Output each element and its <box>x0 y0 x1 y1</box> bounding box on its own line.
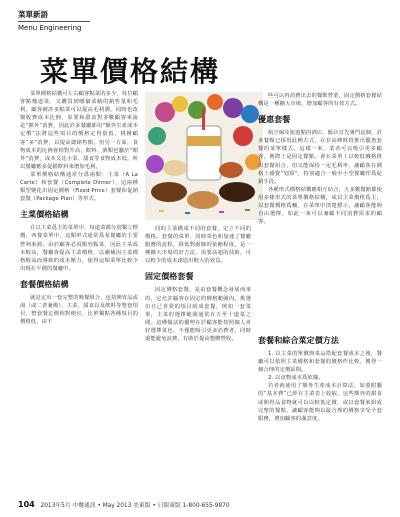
page-number: 104 <box>18 500 35 509</box>
body-paragraph: 同的主菜構成不同的套餐，定立不同的價格。套餐的菜單，同時菜色和加速了餐廳服務的流程，降低對廚師的依賴程度，是一種擴大市場的好方法，需要高超的技術，可以較少的成本創造出較大的效益。 <box>145 226 251 265</box>
body-paragraph: 航空線及旅遊點的酒店、飯店首先專門這個，許多餐館已採用此種方式，在非高峰時段推出優惠套餐的菜單樣式，這樣一來，業者可以吸引更多顧客。實際上是固定餐點，會在菜單上以較低價格推出套餐組合，但又能保持一定毛利率，讓顧客在價格上感覺“划算”，特別適合一般中小型餐廳作爲促銷手段。 <box>258 130 382 185</box>
page-footer <box>18 500 230 509</box>
section-tag <box>18 10 138 33</box>
body-paragraph: 各種形式價格結構應相互結合，大多數餐館都使用多樣形式的菜單價格結構，或以主菜價格爲主，以套餐價格爲輔，在菜單中清楚標示，讓顧客能夠自由選擇，如此一來可以兼顧不同消費需求的顧客。 <box>258 186 382 226</box>
subheading-entree-pricing: 主菜價格結構 <box>20 210 69 220</box>
section-name-zh: 菜單新語 <box>18 10 48 19</box>
right-column-top <box>258 92 382 226</box>
body-paragraph: 就是定出一套完整的晚餐組合，包括開胃品或湯（或二者兼備）、主菜、甜食以及飲料等整套項目，整套餐定價相對便宜，比單獨點各種項目的價格低，由不 <box>20 294 138 326</box>
body-paragraph: 若者就使用了額外生產成本計算法，如要附屬的“基本費”已經在主菜表上收取，這些額外的甜食或開胃品食物就可以以較低定價，或以套餐來組成完整的餐點，讓顧客能夠以最合理的價格享受全套服務，增加顧客的滿意度。 <box>258 383 382 422</box>
middle-column <box>145 225 251 343</box>
body-paragraph: 些可以再消費出去的餐飲營業，固定價格套餐結構是一種擴大市場、增加顧客的有效方式。 <box>258 93 382 108</box>
left-column <box>20 90 138 326</box>
section-name-en: Menu Engineering <box>18 24 82 32</box>
body-paragraph: 在以主菜爲主的菜單中，每道菜都分別獨立標價，西餐菜單中，這類形式通常爲某餐廳的主要營利來源。由於顧客必須額外點菜，因此主菜成本較高，餐廳會提高主菜價格，以彌補因主菜價格較高而導致的成本壓力，使得這類菜單比較少出現在平價的餐廳中。 <box>20 225 138 272</box>
subheading-discount-set: 優惠套餐 <box>258 115 291 125</box>
section-rule <box>18 21 90 22</box>
article-title: 菜單價格結構 <box>40 55 221 88</box>
subheading-set-meal-pricing: 套餐價格結構 <box>20 279 69 289</box>
right-column-bottom <box>258 336 382 423</box>
food-photo <box>145 92 263 220</box>
body-paragraph: 1. 以主菜的單價與菜品搭配套餐成本之後，餐廳可以依照主菜價格和套餐的價格作比較，獲得一個合理的定價區間。 <box>258 351 382 374</box>
subheading-fixed-price-set: 固定價格套餐 <box>145 272 194 282</box>
subheading-set-and-combo-pricing-method: 套餐和綜合菜定價方法 <box>258 336 339 345</box>
body-paragraph: 菜單價格結構可左右顧客點菜的多少，每位顧客點幾道菜、又購買到哪個菜餚的銷售量和毛利。顧客被許多點菜可以提高毛利潤，同時也改變收費成本比例，原要和甜食對多數顧客來說是“額外”消費，因此許多餐廳都用“額外生產成本定價”法將這些項目的價格定得很低，挑撥顧客“多”消費，以提高總銷售額。但另一方面，食物成本的比例會相對升高，飲料、酒類也屬於“額外”消費，成本又比小菜、甜食等食物成本低，所以餐廳應多促銷飲料來增加毛利。 <box>20 91 138 170</box>
body-paragraph: 2. 以食物成本爲依據。 <box>268 375 324 382</box>
body-paragraph: 固定價格套餐，是由套餐概念發展而來的，它允許顧客在固定的價格範圍內，挑選出自己喜愛的項目組成套餐，例如一套菜單，主菜的選擇範圍通常在五至十道菜之間。這種做法的優勢在於顧客能按照個人喜好選擇菜色，不僅能吸引更多消費者，同時還能避免浪費，有助於提高整體營收。 <box>145 287 251 343</box>
footer-text: 2013年5月 中餐通訊 • May 2013 美東版 • 只限東版 1-800-655-9870 <box>40 503 230 509</box>
body-paragraph: 菜單價格結構通常分爲兩類：主菜（A La Carte）和套餐（Complete Dinner），這兩種類型變化出固定價格（Fixed-Price）套餐和促銷套餐（Package Plan）等形式。 <box>20 171 138 203</box>
